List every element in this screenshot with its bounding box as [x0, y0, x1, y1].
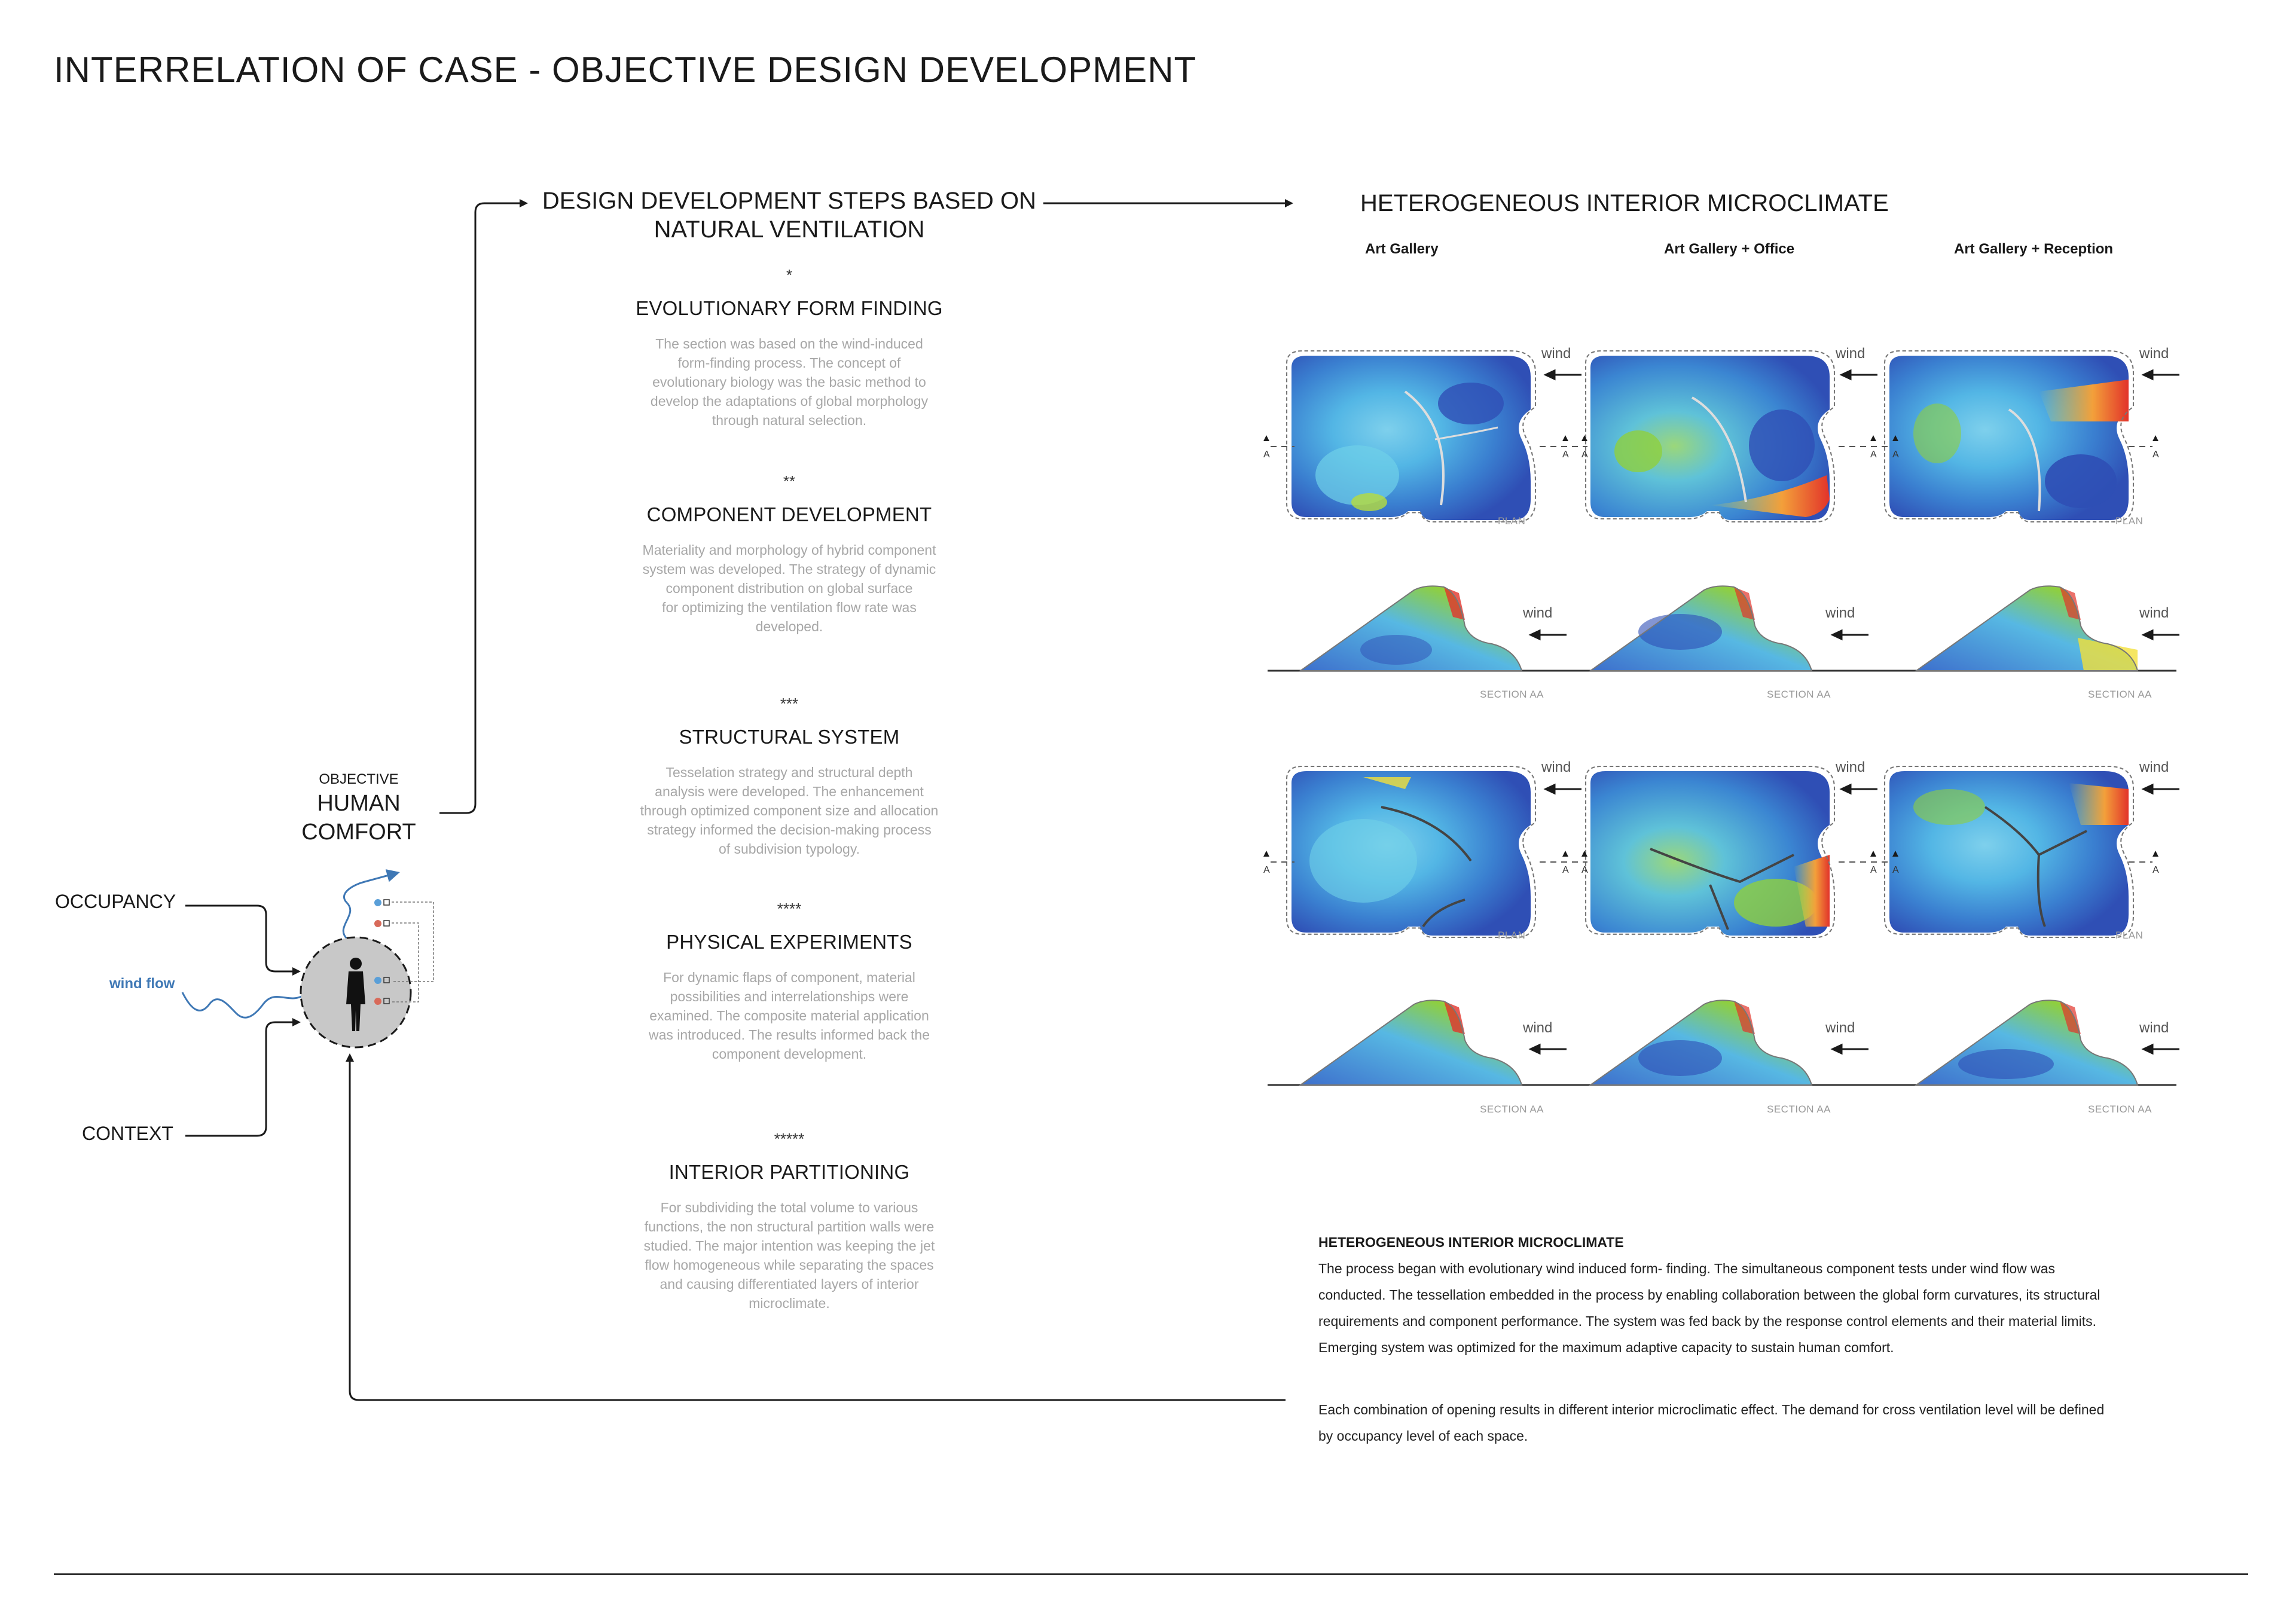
wind-label: wind — [1541, 346, 1571, 362]
steps-heading-line2: NATURAL VENTILATION — [654, 216, 925, 243]
cut-mark: A — [1562, 450, 1569, 460]
wind-flow-label: wind flow — [109, 976, 175, 992]
step-desc-line: component development. — [712, 1046, 867, 1062]
plan-label: PLAN — [1498, 515, 1526, 527]
section-label: SECTION AA — [2088, 689, 2152, 700]
cut-mark: A — [1562, 865, 1569, 875]
cfd-section-art-gallery-1 — [1300, 586, 1522, 671]
section-label: SECTION AA — [2088, 1104, 2152, 1115]
step-stars: ***** — [774, 1130, 805, 1148]
paragraph-line: The process began with evolutionary wind induced form- finding. The simultaneous component tests under wind flow was — [1318, 1261, 2056, 1276]
step-desc-line: The section was based on the wind-induced — [655, 336, 923, 352]
section-row-1 — [1268, 586, 2176, 671]
step-desc-line: form-finding process. The concept of — [677, 355, 901, 371]
step-desc-line: of subdivision typology. — [718, 841, 860, 857]
paragraph-line: conducted. The tessellation embedded in the process by enabling collaboration between the global form curvatures, its structural — [1318, 1287, 2100, 1303]
cut-mark: A — [1892, 865, 1899, 875]
step-desc-line: developed. — [755, 619, 823, 634]
step-desc-line: system was developed. The strategy of dynamic — [642, 561, 936, 577]
step-desc-line: was introduced. The results informed back the — [648, 1027, 930, 1043]
wind-label: wind — [2139, 346, 2169, 362]
wind-label: wind — [1825, 1020, 1855, 1036]
step-stars: * — [786, 266, 793, 284]
context-label: CONTEXT — [82, 1123, 173, 1144]
step-desc-line: Tesselation strategy and structural depth — [665, 765, 913, 780]
step-desc-line: examined. The composite material application — [649, 1008, 929, 1023]
step-desc-line: microclimate. — [749, 1295, 830, 1311]
wind-label: wind — [1825, 605, 1855, 621]
paragraph-line: Emerging system was optimized for the maximum adaptive capacity to sustain human comfort. — [1318, 1340, 1894, 1355]
wind-label: wind — [2139, 1020, 2169, 1036]
section-label: SECTION AA — [1480, 1104, 1544, 1115]
plan-label: PLAN — [2115, 515, 2144, 527]
step-title: COMPONENT DEVELOPMENT — [646, 503, 932, 525]
cut-mark: A — [1263, 865, 1270, 875]
step-title: PHYSICAL EXPERIMENTS — [666, 931, 912, 953]
step-desc-line: analysis were developed. The enhancement — [655, 784, 924, 799]
step-stars: *** — [780, 695, 799, 713]
section-row-2 — [1268, 1000, 2176, 1085]
plan-label: PLAN — [2115, 930, 2144, 941]
step-desc-line: for optimizing the ventilation flow rate was — [662, 600, 917, 615]
cut-mark: A — [2152, 450, 2159, 460]
cut-mark: A — [2152, 865, 2159, 875]
step-desc-line: evolutionary biology was the basic method to — [652, 374, 926, 390]
text-block-heading: HETEROGENEOUS INTERIOR MICROCLIMATE — [1318, 1234, 1624, 1250]
step-title: INTERIOR PARTITIONING — [668, 1161, 910, 1183]
plan-row-1 — [1287, 351, 2133, 522]
wind-label: wind — [1836, 759, 1866, 775]
cut-mark: A — [1581, 865, 1588, 875]
cfd-plan-gallery-reception-2 — [1885, 766, 2133, 937]
step-desc-line: and causing differentiated layers of interior — [660, 1276, 919, 1292]
cfd-section-art-gallery-2 — [1300, 1000, 1522, 1085]
step-desc-line: functions, the non structural partition walls were — [644, 1219, 935, 1234]
column-label-art-gallery: Art Gallery — [1365, 241, 1439, 257]
objective-title-line2: COMFORT — [301, 820, 416, 845]
cut-mark: A — [1870, 450, 1877, 460]
step-title: STRUCTURAL SYSTEM — [679, 726, 900, 748]
section-label: SECTION AA — [1767, 689, 1831, 700]
text-block-paragraph-1 — [1318, 1255, 2141, 1361]
step-title: EVOLUTIONARY FORM FINDING — [636, 297, 943, 319]
microclimate-heading: HETEROGENEOUS INTERIOR MICROCLIMATE — [1360, 190, 1889, 216]
cut-mark: A — [1263, 450, 1270, 460]
step-desc-line: component distribution on global surface — [665, 580, 913, 596]
cfd-plan-art-gallery-2 — [1287, 766, 1535, 937]
plan-label: PLAN — [1498, 930, 1526, 941]
cut-mark: A — [1870, 865, 1877, 875]
cut-mark: A — [1892, 450, 1899, 460]
cfd-section-gallery-office-2 — [1590, 1000, 1812, 1085]
cfd-plan-art-gallery-1 — [1287, 351, 1535, 522]
cfd-plan-gallery-office-1 — [1586, 351, 1834, 522]
paragraph-line: Each combination of opening results in different interior microclimatic effect. The demand for cross ventilation level will be defined — [1318, 1402, 2105, 1417]
wind-label: wind — [1836, 346, 1866, 362]
step-desc-line: strategy informed the decision-making process — [647, 822, 932, 838]
occupancy-label: OCCUPANCY — [55, 891, 176, 912]
wind-label: wind — [1523, 1020, 1553, 1036]
step-desc-line: For subdividing the total volume to various — [660, 1200, 918, 1215]
cut-mark: A — [1581, 450, 1588, 460]
wind-label: wind — [2139, 759, 2169, 775]
step-desc-line: Materiality and morphology of hybrid component — [642, 542, 936, 558]
objective-title-line1: HUMAN — [317, 791, 401, 816]
step-desc-line: flow homogeneous while separating the spaces — [645, 1257, 934, 1273]
section-label: SECTION AA — [1767, 1104, 1831, 1115]
section-label: SECTION AA — [1480, 689, 1544, 700]
cfd-plan-gallery-office-2 — [1586, 766, 1834, 937]
column-label-gallery-reception: Art Gallery + Reception — [1954, 241, 2114, 257]
wind-label: wind — [1541, 759, 1571, 775]
step-stars: **** — [777, 900, 802, 918]
objective-label: OBJECTIVE — [319, 771, 399, 787]
wind-label: wind — [2139, 605, 2169, 621]
text-block-paragraph-2 — [1318, 1396, 2141, 1449]
column-label-gallery-office: Art Gallery + Office — [1664, 241, 1795, 257]
page-title: INTERRELATION OF CASE - OBJECTIVE DESIGN DEVELOPMENT — [54, 50, 1197, 90]
step-desc-line: through optimized component size and allocation — [640, 803, 939, 818]
step-desc-line: possibilities and interrelationships were — [670, 989, 909, 1004]
cfd-plan-gallery-reception-1 — [1885, 351, 2133, 522]
cfd-section-gallery-reception-2 — [1916, 1000, 2138, 1085]
paragraph-line: by occupancy level of each space. — [1318, 1428, 1528, 1444]
wind-label: wind — [1523, 605, 1553, 621]
cfd-section-gallery-reception-1 — [1916, 586, 2138, 671]
plan-row-2 — [1287, 766, 2133, 937]
steps-heading-line1: DESIGN DEVELOPMENT STEPS BASED ON — [542, 188, 1037, 214]
step-desc-line: studied. The major intention was keeping the jet — [643, 1238, 935, 1254]
cfd-section-gallery-office-1 — [1590, 586, 1812, 671]
paragraph-line: requirements and component performance. The system was fed back by the response control elements and their material limits. — [1318, 1313, 2096, 1329]
step-desc-line: develop the adaptations of global morphology — [650, 393, 929, 409]
step-stars: ** — [783, 472, 796, 490]
step-desc-line: For dynamic flaps of component, material — [663, 970, 915, 985]
step-desc-line: through natural selection. — [712, 412, 867, 428]
